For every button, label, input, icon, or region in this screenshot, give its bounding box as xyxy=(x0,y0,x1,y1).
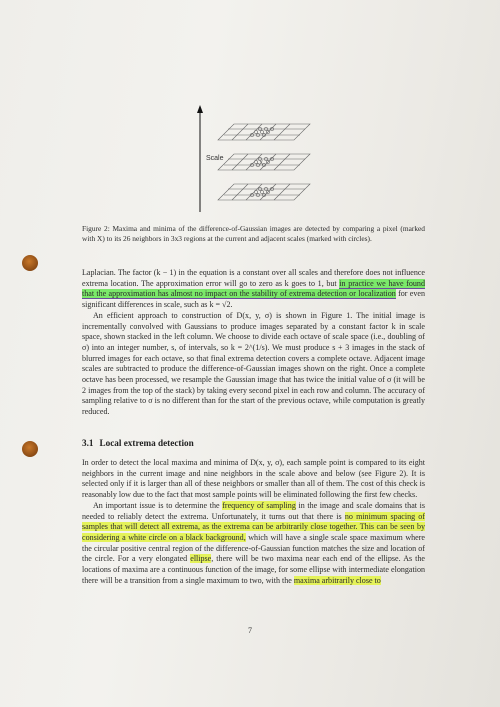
scale-label: Scale xyxy=(206,155,224,162)
section-heading xyxy=(82,438,194,448)
sample-point-x-icon: X xyxy=(259,160,263,167)
text-run: An important issue is to determine the xyxy=(93,500,223,510)
page-number: 7 xyxy=(248,626,252,635)
text-run: for even significant differences in scale, such as k = √2. xyxy=(82,289,425,310)
text-run: , there will be two maxima near each end of the ellipse. As the locations of maxima are a continuous function of the image, for some ellipse with intermediate elongation there will be a transition from a single maximum to two, with the xyxy=(82,554,425,585)
scale-space-figure xyxy=(190,104,320,216)
body-text-block xyxy=(82,458,425,586)
text-run: in the image and scale domains that is needed to reliably detect the extrema. Unfortunately, it turns out that there is xyxy=(82,500,425,521)
figure-caption: Figure 2: Maxima and minima of the difference-of-Gaussian images are detected by comparing a pixel (marked with X) to its 26 neighbors in 3x3 regions at the current and adjacent scales (marked with circles). xyxy=(82,224,425,244)
highlighted-text: in practice we have found that the approximation has almost no impact on the stability of extrema detection or localization xyxy=(82,278,425,299)
text-run: which will have a single scale space maximum where the circular positive central region of the difference-of-Gaussian function matches the size and location of the circle. For a very elongated xyxy=(82,532,425,564)
section-number: 3.1 xyxy=(82,438,94,448)
highlighted-text: frequency of sampling xyxy=(222,500,296,510)
binder-hole xyxy=(22,255,38,271)
dog-level-bottom xyxy=(218,184,310,200)
paragraph xyxy=(82,268,425,311)
paragraph: An efficient approach to construction of D(x, y, σ) is shown in Figure 1. The initial image is incrementally convolved with Gaussians to produce images separated by a constant factor k in scale space, shown stacked in the left column. We choose to divide each octave of scale space (i.e., doubling of σ) into an integer number, s, of intervals, so k = 2^(1/s). We must produce s + 3 images in the stack of blurred images for each octave, so that final extrema detection covers a complete octave. Adjacent image scales are subtracted to produce the difference-of-Gaussian images shown on the right. Once a complete octave has been processed, we resample the Gaussian image that has twice the initial value of σ (it will be 2 images from the top of the stack) by taking every second pixel in each row and column. The accuracy of sampling relative to σ is no different than for the start of the previous octave, while computation is greatly reduced. xyxy=(82,310,425,417)
highlighted-text: maxima arbitrarily close to xyxy=(293,575,381,585)
text-run: Laplacian. The factor (k − 1) in the equation is a constant over all scales and therefore does not influence extrema location. The approximation error will go to zero as k goes to 1, but xyxy=(82,268,425,288)
binder-hole xyxy=(22,441,38,457)
body-text-block xyxy=(82,268,425,418)
dog-level-top xyxy=(218,124,310,140)
section-title: Local extrema detection xyxy=(99,438,194,448)
paragraph xyxy=(82,501,425,587)
highlighted-text: ellipse xyxy=(190,554,212,564)
dog-level-middle xyxy=(218,154,310,170)
paragraph: In order to detect the local maxima and minima of D(x, y, σ), each sample point is compared to its eight neighbors in the current image and nine neighbors in the scale above and below (see Figure 2). It is selected only if it is larger than all of these neighbors or smaller than all of them. The cost of this check is reasonably low due to the fact that most sample points will be eliminated following the first few checks. xyxy=(82,458,425,500)
highlighted-text: no minimum spacing of samples that will detect all extrema, as the extrema can be arbitrarily close together. This can be seen by considering a white circle on a black background, xyxy=(82,511,425,542)
